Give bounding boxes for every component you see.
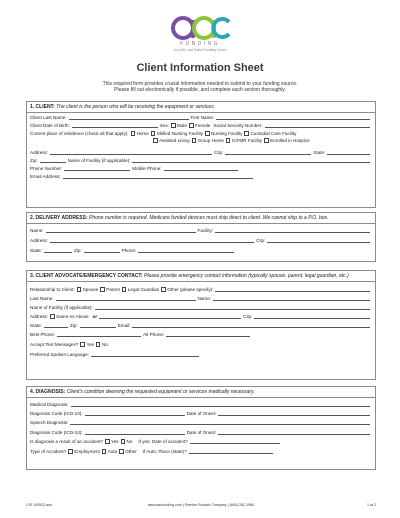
nursing-label: Nursing Facility (211, 131, 243, 136)
icfmr-label: ICFMR Facility (231, 138, 263, 143)
intro-text (60, 81, 340, 94)
row-accident-type (30, 445, 372, 455)
mobile-label: Mobile Phone: (132, 166, 162, 171)
city-field[interactable] (225, 149, 311, 155)
intro-line-1: This required form provides crucial information needed to submit to your funding source. (102, 81, 298, 87)
other-relationship-field[interactable] (215, 286, 370, 292)
aac-funding-logo (163, 14, 237, 54)
language-field[interactable] (91, 351, 199, 357)
delivery-zip-label: Zip: (74, 248, 82, 253)
other-accident-checkbox[interactable] (119, 449, 124, 454)
client-last-name-field[interactable] (69, 114, 189, 120)
section-subtitle: Please provide emergency contact information (typically spouse, parent, legal guardian, etc.) (144, 273, 349, 279)
client-last-name-label: Client Last Name: (30, 115, 67, 120)
delivery-state-field[interactable] (44, 247, 72, 253)
home-checkbox[interactable] (131, 131, 136, 136)
footer-contact: www.aacfunding.com | Prentke Romich Company | (800) 262-1984 (147, 503, 255, 507)
male-label: Male (177, 123, 188, 128)
medical-diagnosis-field[interactable] (71, 401, 370, 407)
delivery-address-label: Address: (30, 238, 49, 243)
page-footer (26, 503, 376, 507)
advocate-email-field[interactable] (132, 322, 370, 328)
parent-label: Parent (106, 287, 120, 292)
same-as-above-label: Same As Above (56, 314, 89, 319)
mobile-field[interactable] (164, 165, 238, 171)
other-accident-label: Other (125, 449, 137, 454)
row-advocate-facility (30, 302, 372, 311)
advocate-state-label: State: (30, 323, 43, 328)
accident-date-field[interactable] (190, 438, 280, 444)
guardian-label: Legal Guardian (127, 287, 160, 292)
logo-tagline: Your AAC and Switch Funding Source (173, 48, 227, 52)
diagnosis-code-2-label: Diagnosis Code (ICD-10): (30, 430, 83, 435)
delivery-name-field[interactable] (46, 227, 196, 233)
row-dob (30, 121, 372, 129)
delivery-zip-field[interactable] (84, 247, 120, 253)
best-phone-field[interactable] (57, 331, 141, 337)
sex-label: Sex: (159, 123, 170, 128)
parent-checkbox[interactable] (100, 287, 105, 292)
auto-label: Auto (107, 449, 118, 454)
section-header (27, 213, 375, 224)
phone-field[interactable] (64, 165, 130, 171)
employment-label: Employment (74, 449, 100, 454)
delivery-facility-label: Facility: (197, 228, 214, 233)
auto-checkbox[interactable] (102, 449, 107, 454)
onset-2-field[interactable] (218, 429, 370, 435)
accident-type-label: Type of Accident? (30, 449, 67, 454)
spouse-label: Spouse (82, 287, 99, 292)
accept-text-yes-label: Yes (86, 342, 94, 347)
facility-field[interactable] (132, 157, 370, 163)
accident-date-label: If yes: Date of accident? (138, 439, 188, 444)
accident-no-checkbox[interactable] (121, 439, 126, 444)
facility-label: Name of Facility (if applicable): (67, 158, 131, 163)
row-code-1 (30, 408, 372, 417)
advocate-city-label: City: (243, 314, 253, 319)
row-accept-text (30, 338, 372, 348)
row-speech-diagnosis (30, 417, 372, 426)
medical-diagnosis-label: Medical Diagnosis: (30, 402, 69, 407)
row-residence-2 (30, 137, 372, 144)
custodial-checkbox[interactable] (244, 131, 249, 136)
onset-2-label: Date of Onset: (186, 430, 217, 435)
advocate-last-name-label: Last Name: (30, 296, 54, 301)
first-name-field[interactable] (216, 114, 370, 120)
relationship-label: Relationship to Client: (30, 287, 75, 292)
diagnosis-code-1-field[interactable] (85, 410, 185, 416)
dob-label: Client Date of Birth: (30, 123, 70, 128)
speech-diagnosis-label: Speech Diagnosis: (30, 420, 69, 425)
snf-label: Skilled Nursing Facility (156, 131, 204, 136)
section-title: 1. CLIENT: (30, 104, 55, 110)
delivery-address-field[interactable] (50, 237, 254, 243)
section-delivery-address (26, 212, 376, 262)
nursing-checkbox[interactable] (205, 131, 210, 136)
other-relationship-checkbox[interactable] (161, 287, 166, 292)
row-zip (30, 156, 372, 164)
accident-no-label: No (126, 439, 133, 444)
row-delivery-name (30, 224, 372, 234)
advocate-name-field[interactable] (213, 295, 370, 301)
state-field[interactable] (327, 149, 370, 155)
advocate-address-field[interactable] (99, 313, 241, 319)
employment-checkbox[interactable] (68, 449, 73, 454)
address-label: Address: (30, 150, 49, 155)
section-advocate-contact (26, 270, 376, 380)
male-checkbox[interactable] (171, 123, 176, 128)
alt-phone-label: Alt Phone: (143, 332, 165, 337)
icfmr-checkbox[interactable] (226, 138, 231, 143)
accept-text-yes-checkbox[interactable] (80, 342, 85, 347)
onset-1-field[interactable] (218, 410, 370, 416)
other-relationship-label: Other (please specify): (167, 287, 214, 292)
snf-checkbox[interactable] (151, 131, 156, 136)
row-advocate-address (30, 311, 372, 320)
group-home-label: Group Home (197, 138, 224, 143)
custodial-label: Custodial Care Facility (250, 131, 297, 136)
advocate-name-label: Name: (197, 296, 212, 301)
email-field[interactable] (63, 173, 253, 179)
delivery-city-field[interactable] (267, 237, 370, 243)
section-header (27, 387, 375, 398)
email-label: Email Address: (30, 174, 61, 179)
female-checkbox[interactable] (189, 123, 194, 128)
hospice-checkbox[interactable] (264, 138, 269, 143)
state-label: State: (313, 150, 326, 155)
ssn-label: Social Security Number: (213, 123, 263, 128)
group-home-checkbox[interactable] (192, 138, 197, 143)
zip-field[interactable] (40, 157, 66, 163)
guardian-checkbox[interactable] (122, 287, 127, 292)
dob-field[interactable] (72, 122, 158, 128)
row-medical-diagnosis (30, 398, 372, 408)
advocate-city-field[interactable] (254, 313, 370, 319)
page-number: 1 of 2 (367, 503, 376, 507)
delivery-phone-label: Phone: (121, 248, 137, 253)
accident-yes-label: Yes (111, 439, 119, 444)
row-code-2 (30, 426, 372, 436)
section-diagnosis (26, 386, 376, 470)
row-accident (30, 436, 372, 445)
row-residence-1 (30, 129, 372, 137)
logo-wordmark: FUNDING (180, 41, 220, 47)
row-email (30, 172, 372, 180)
advocate-state-field[interactable] (44, 322, 68, 328)
address-field[interactable] (50, 149, 212, 155)
delivery-city-label: City: (256, 238, 266, 243)
row-relationship (30, 282, 372, 293)
section-client (26, 101, 376, 208)
section-title: 4. DIAGNOSIS: (30, 389, 66, 395)
female-label: Female (195, 123, 211, 128)
zip-label: Zip: (30, 158, 38, 163)
advocate-facility-label: Name of Facility (if applicable): (30, 305, 93, 310)
advocate-address-label: Address: (30, 314, 49, 319)
page-title: Client Information Sheet (136, 62, 264, 74)
advocate-zip-field[interactable] (80, 322, 116, 328)
assisted-checkbox[interactable] (153, 138, 158, 143)
onset-1-label: Date of Onset: (186, 411, 217, 416)
row-phone (30, 164, 372, 172)
delivery-facility-field[interactable] (215, 227, 370, 233)
delivery-phone-field[interactable] (138, 247, 234, 253)
section-header (27, 271, 375, 282)
language-label: Preferred Spoken Language: (30, 352, 89, 357)
row-advocate-state (30, 320, 372, 329)
accident-yes-checkbox[interactable] (105, 439, 110, 444)
alt-phone-field[interactable] (166, 331, 250, 337)
advocate-facility-field[interactable] (95, 304, 370, 310)
intro-line-2: Please fill out electronically if possible, and complete each section thoroughly. (114, 87, 286, 94)
delivery-state-label: State: (30, 248, 43, 253)
assisted-label: Assisted Living (159, 138, 190, 143)
row-name (30, 113, 372, 121)
or-label: or (92, 314, 98, 319)
hospice-label: Enrolled in Hospice (270, 138, 310, 143)
auto-place-label: If Auto: Place (state)? (142, 449, 187, 454)
speech-diagnosis-field[interactable] (70, 419, 370, 425)
delivery-name-label: Name: (30, 228, 44, 233)
section-title: 3. CLIENT ADVOCATE/EMERGENCY CONTACT: (30, 273, 143, 279)
first-name-label: First Name: (190, 115, 215, 120)
advocate-last-name-field[interactable] (56, 295, 196, 301)
form-code: CIS 100522.adn (26, 503, 52, 507)
home-label: Home (136, 131, 149, 136)
advocate-email-label: Email: (117, 323, 131, 328)
section-subtitle: The client is the person who will be receiving the equipment or services. (56, 104, 216, 110)
advocate-zip-label: Zip: (70, 323, 78, 328)
same-as-above-checkbox[interactable] (50, 314, 55, 319)
diagnosis-code-1-label: Diagnosis Code (ICD-10): (30, 411, 83, 416)
accident-question-label: Is diagnosis a result of an accident? (30, 439, 104, 444)
accept-text-no-checkbox[interactable] (96, 342, 101, 347)
ssn-field[interactable] (265, 122, 370, 128)
section-subtitle: Client's condition deeming the requested equipment or services medically necessary. (66, 389, 255, 395)
city-label: City: (214, 150, 224, 155)
row-delivery-state (30, 244, 372, 254)
spouse-checkbox[interactable] (77, 287, 82, 292)
row-delivery-address (30, 234, 372, 244)
section-header (27, 102, 375, 113)
row-advocate-phone (30, 329, 372, 338)
auto-place-field[interactable] (189, 448, 273, 454)
aac-logo-mark-icon (171, 14, 231, 40)
best-phone-label: Best Phone: (30, 332, 56, 337)
row-language (30, 348, 372, 358)
section-title: 2. DELIVERY ADDRESS: (30, 215, 88, 221)
phone-label: Phone Number: (30, 166, 63, 171)
row-advocate-name (30, 293, 372, 302)
accept-text-label: Accept Text Messages? (30, 342, 79, 347)
accept-text-no-label: No (101, 342, 108, 347)
row-address (30, 148, 372, 156)
diagnosis-code-2-field[interactable] (85, 429, 185, 435)
residence-label: Current place of residence (check all that apply): (30, 131, 129, 136)
section-subtitle: Phone number is required. Medicare funded devices must ship direct to client. We cannot ship to a P.O. box. (89, 215, 329, 221)
